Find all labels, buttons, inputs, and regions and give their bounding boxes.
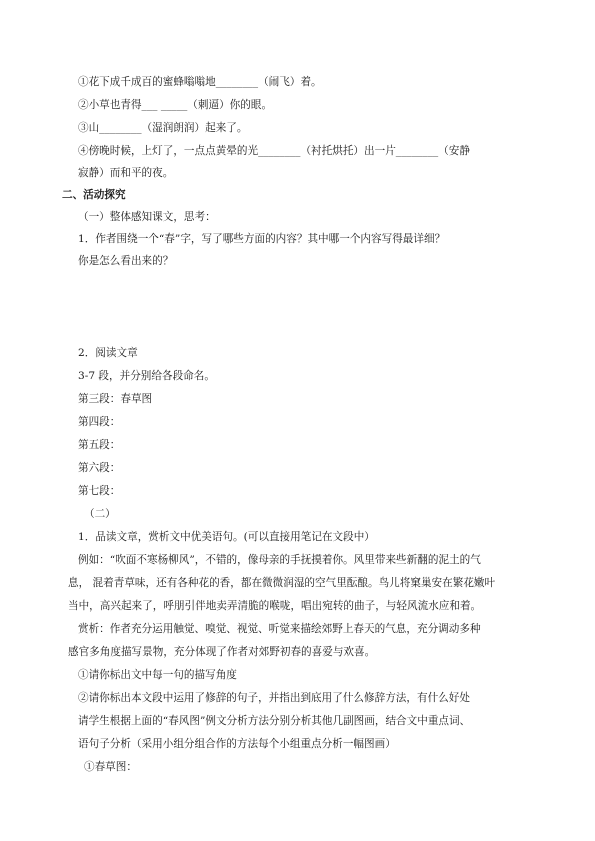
- question-2: 2．阅读文章: [78, 347, 138, 359]
- example-line-1: 例如：“吹面不寒杨柳风”，不错的，像母亲的手抚摸着你。风里带来些新翻的泥土的气: [78, 554, 481, 566]
- subsection-1: （一）整体感知课文，思考：: [78, 211, 216, 223]
- fill-blank-1: ①花下成千成百的蜜蜂嗡嗡地________（闹飞）着。: [78, 76, 322, 88]
- paragraph-7-name: 第七段：: [78, 485, 121, 497]
- task-2: ②请你标出本文段中运用了修辞的句子，并指出到底用了什么修辞方法，有什么好处: [78, 692, 470, 704]
- fill-blank-4: ④傍晚时候，上灯了，一点点黄晕的光________（衬托烘托）出一片________（安静: [78, 145, 470, 157]
- paragraph-6-name: 第六段：: [78, 462, 121, 474]
- paragraph-3-name: 第三段：春草图: [78, 393, 153, 405]
- fill-blank-2: ②小草也青得___ _____（刺逼）你的眼。: [78, 99, 273, 111]
- instruction-line-2: 语句子分析（采用小组分组合作的方法每个小组重点分析一幅图画）: [78, 738, 396, 750]
- fill-blank-3: ③山________（湿润朗润）起来了。: [78, 122, 248, 134]
- task-1: ①请你标出文中每一句的描写角度: [78, 669, 237, 681]
- spring-grass-item: ①春草图：: [84, 761, 137, 773]
- question-1-cont: 你是怎么看出来的？: [78, 255, 174, 267]
- analysis-line-2: 感官多角度描写景物，充分体现了作者对郊野初春的喜爱与欢喜。: [68, 646, 376, 658]
- section-heading: 二、活动探究: [62, 189, 126, 201]
- question-1: 1．作者围绕一个“春”字，写了哪些方面的内容？其中哪一个内容写得最详细？: [78, 233, 446, 245]
- subsection-2: （二）: [84, 508, 116, 520]
- example-line-3: 当中，高兴起来了，呼朋引伴地卖弄清脆的喉咙，唱出宛转的曲子，与轻风流水应和着。: [68, 600, 482, 612]
- question-2-instruction: 3-7 段，并分别给各段命名。: [78, 370, 215, 382]
- instruction-line-1: 请学生根据上面的“春风图”例文分析方法分别分析其他几副图画，结合文中重点词、: [78, 715, 471, 727]
- paragraph-5-name: 第五段：: [78, 439, 121, 451]
- fill-blank-4-cont: 寂静）而和平的夜。: [78, 167, 174, 179]
- analysis-line-1: 赏析：作者充分运用触觉、嗅觉、视觉、听觉来描绘郊野上春天的气息，充分调动多种: [78, 623, 481, 635]
- question-3: 1．品读文章，赏析文中优美语句。(可以直接用笔记在文段中）: [78, 531, 375, 543]
- example-line-2: 息， 混着青草味，还有各种花的香，都在微微润湿的空气里酝酿。鸟儿将窠巢安在繁花嫩叶: [68, 577, 496, 589]
- paragraph-4-name: 第四段：: [78, 416, 121, 428]
